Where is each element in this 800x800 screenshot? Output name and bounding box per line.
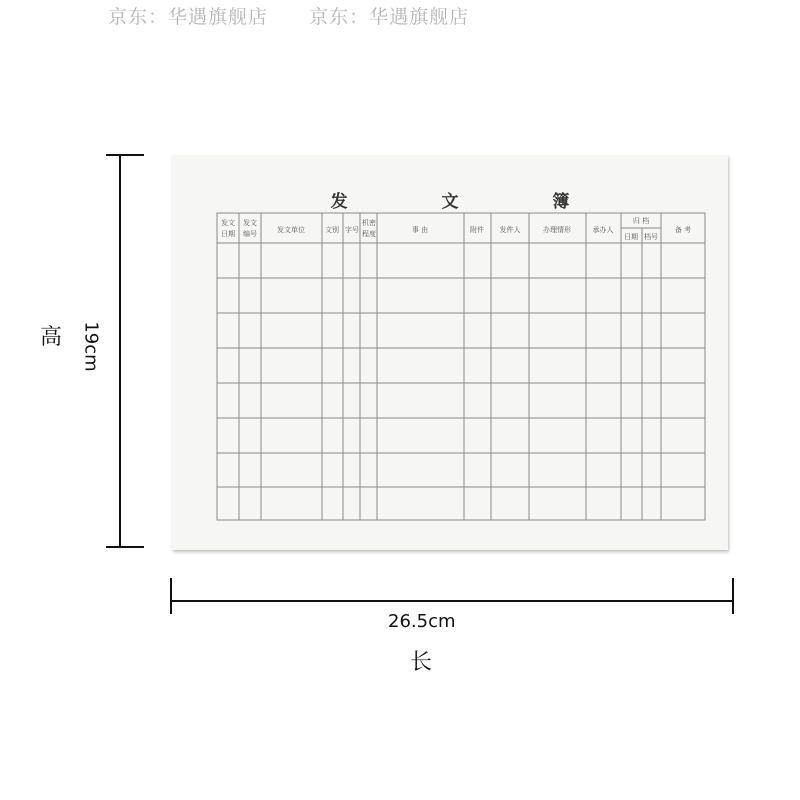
height-label: 高 <box>40 325 63 350</box>
header-send-date-line2: 日期 <box>221 230 235 238</box>
header-send-no-line1: 发文 <box>243 219 257 227</box>
store-watermark <box>108 2 503 29</box>
header-send-date-line1: 发文 <box>221 219 235 227</box>
header-secret-line2: 程度 <box>362 230 376 238</box>
height-dimension-cap-bottom <box>106 546 144 548</box>
header-attachment: 附件 <box>470 226 484 234</box>
header-archive: 归 档 <box>632 217 650 225</box>
height-value: 19cm <box>80 321 102 372</box>
table-border <box>217 213 705 520</box>
header-remarks: 备 考 <box>674 226 692 234</box>
header-archive-no: 档号 <box>644 233 658 241</box>
height-dimension-cap-top <box>106 154 144 156</box>
ledger-table <box>172 155 728 550</box>
header-archive-date: 日期 <box>624 233 638 241</box>
watermark-text-1: 京东：华遇旗舰店 <box>108 6 269 28</box>
header-send-unit: 发文单位 <box>277 226 305 234</box>
height-dimension-line <box>119 155 121 547</box>
width-dimension-line <box>170 600 733 602</box>
header-handling: 办理情形 <box>543 226 571 234</box>
header-handler: 承办人 <box>592 226 614 234</box>
width-dimension-cap-right <box>732 578 734 614</box>
header-char-no: 字号 <box>345 226 359 234</box>
header-send-no-line2: 编号 <box>243 230 257 238</box>
ledger-title: 发 文 簿 <box>330 192 614 212</box>
header-secret-line1: 机密 <box>362 219 376 227</box>
watermark-text-2: 京东：华遇旗舰店 <box>309 6 470 28</box>
ledger-page <box>172 155 728 550</box>
width-label: 长 <box>410 650 433 675</box>
width-dimension-cap-left <box>170 578 172 614</box>
header-doc-type: 文别 <box>325 226 339 234</box>
header-matter: 事 由 <box>411 226 429 234</box>
width-value: 26.5cm <box>388 611 456 632</box>
header-sender: 发件人 <box>499 226 521 234</box>
ledger-grid-lines <box>217 213 705 520</box>
